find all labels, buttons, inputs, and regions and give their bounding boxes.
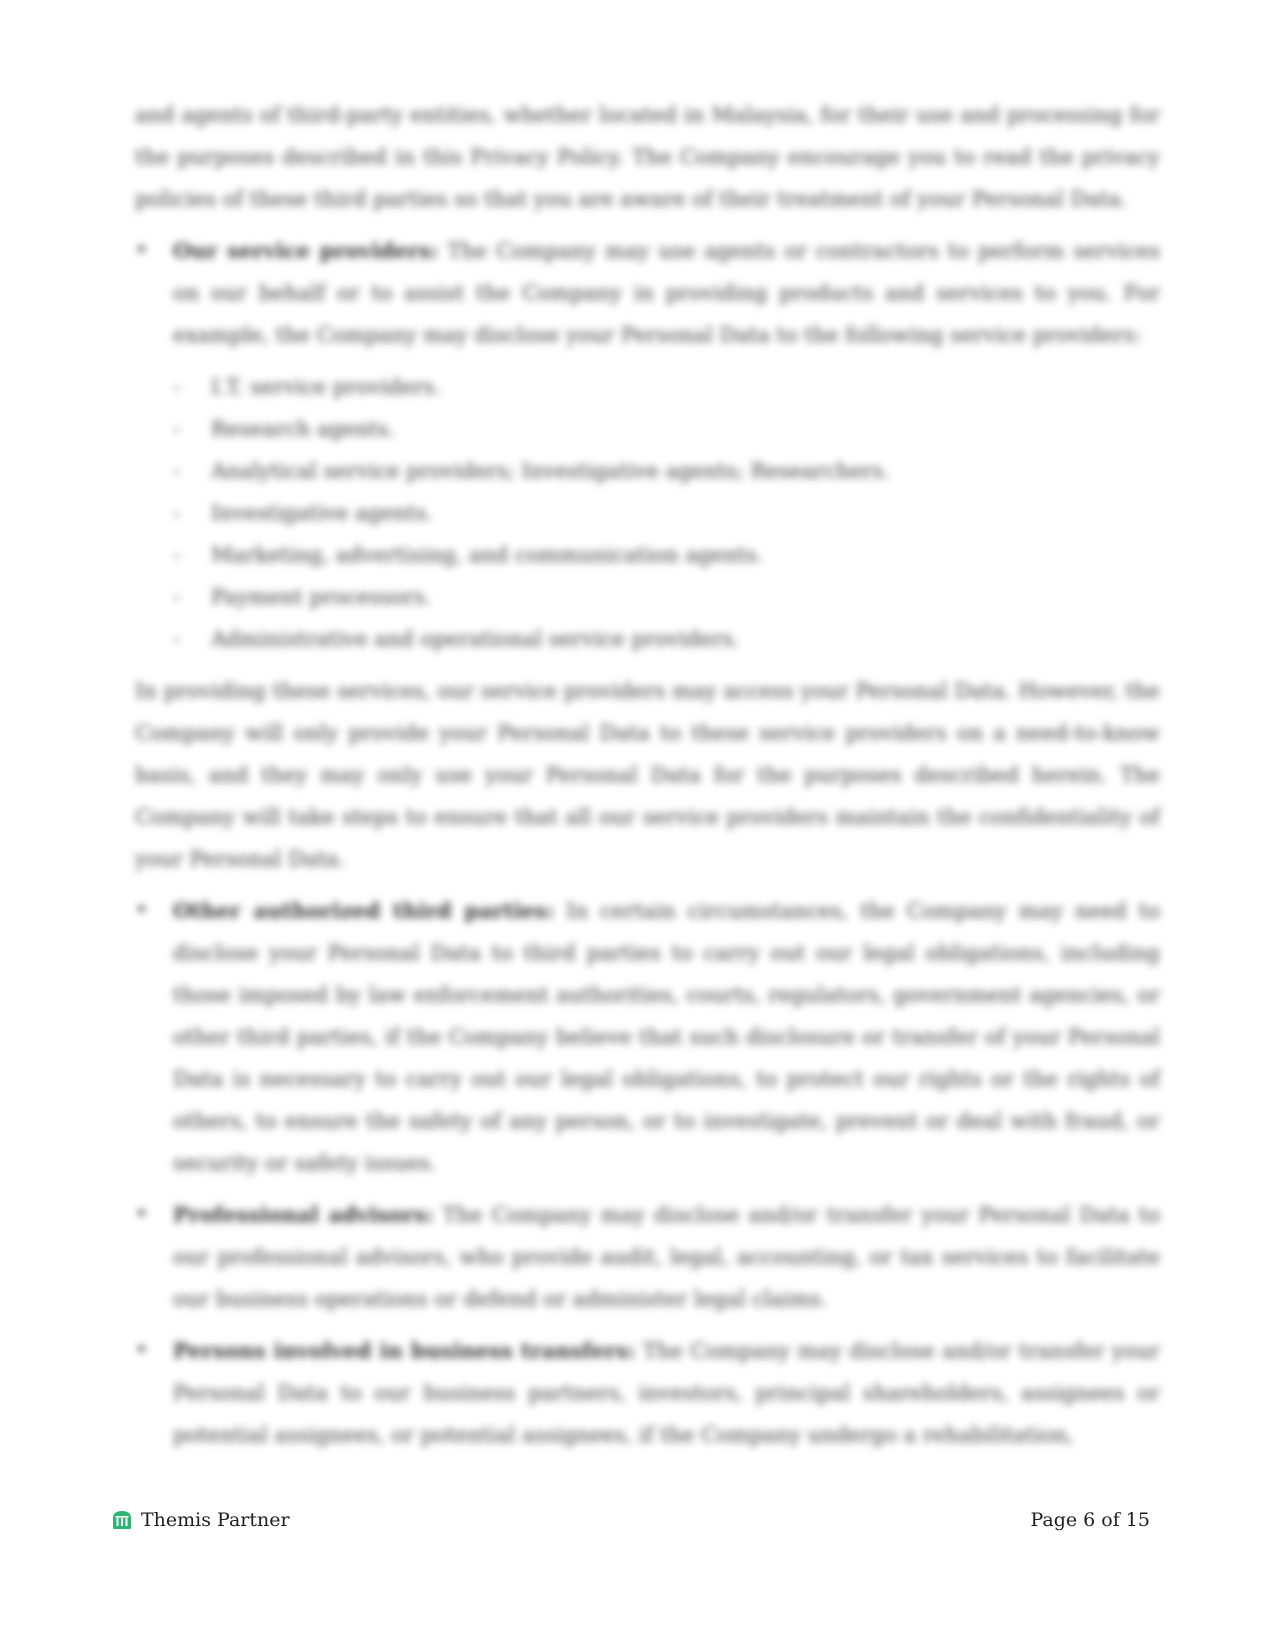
bullet-text: The Company may disclose and/or transfer your Personal Data to our professional advisors, who provide audit, legal, accounting, or tax services to facilitate our business operations or defend or administer legal claims.: [173, 1203, 1160, 1311]
service-provider-list: [135, 366, 1160, 660]
list-item: - Administrative and operational service providers.: [135, 618, 1160, 660]
bullet-professional-advisors: [135, 1194, 1160, 1320]
bullet-service-providers: [135, 230, 1160, 356]
bullet-text: In certain circumstances, the Company may need to disclose your Personal Data to third parties to carry out our legal obligations, including those imposed by law enforcement authorities, courts, regulators, government agencies, or other third parties, if the Company believe that such disclosure or transfer of your Personal Data is necessary to carry out our legal obligations, to protect our rights or the rights of others, to ensure the safety of any person, or to investigate, prevent or deal with fraud, or security or safety issues.: [173, 899, 1160, 1175]
bullet-business-transfers: [135, 1330, 1160, 1456]
themis-logo-icon: [110, 1508, 134, 1532]
page-number: Page 6 of 15: [1030, 1509, 1150, 1531]
list-item: - Payment processors.: [135, 576, 1160, 618]
brand: [110, 1508, 290, 1532]
bullet-lead: Other authorized third parties:: [173, 898, 555, 923]
document-body: [135, 94, 1160, 1466]
intro-paragraph: and agents of third-party entities, whether located in Malaysia, for their use and processing for the purposes described in this Privacy Policy. The Company encourage you to read the privacy policies of these third parties so that you are aware of their treatment of your Personal Data.: [135, 103, 1160, 211]
bullet-text: The Company may disclose and/or transfer your Personal Data to our business partners, investors, principal shareholders, assignees or potential assignees, or potential assignees, if the Company undergo a rehabilitation,: [173, 1339, 1161, 1447]
brand-name: Themis Partner: [141, 1509, 290, 1531]
bullet-lead: Our service providers:: [173, 238, 439, 263]
list-item: - I.T. service providers.: [135, 366, 1160, 408]
list-item: - Marketing, advertising, and communication agents.: [135, 534, 1160, 576]
list-item: - Research agents.: [135, 408, 1160, 450]
providers-paragraph: In providing these services, our service providers may access your Personal Data. However, the Company will only provide your Personal Data to these service providers on a need-to-know basis, and they may only use your Personal Data for the purposes described herein. The Company will take steps to ensure that all our service providers maintain the confidentiality of your Personal Data.: [135, 679, 1160, 871]
bullet-lead: Professional advisors:: [173, 1202, 434, 1227]
bullet-lead: Persons involved in business transfers:: [173, 1338, 636, 1363]
bullet-text: The Company may use agents or contractors to perform services on our behalf or to assist the Company in providing products and services to you. For example, the Company may disclose your Personal Data to the following service providers:: [173, 239, 1160, 347]
page-footer: [110, 1503, 1150, 1537]
bullet-other-parties: [135, 890, 1160, 1184]
list-item: - Analytical service providers; Investigative agents; Researchers.: [135, 450, 1160, 492]
list-item: - Investigative agents.: [135, 492, 1160, 534]
